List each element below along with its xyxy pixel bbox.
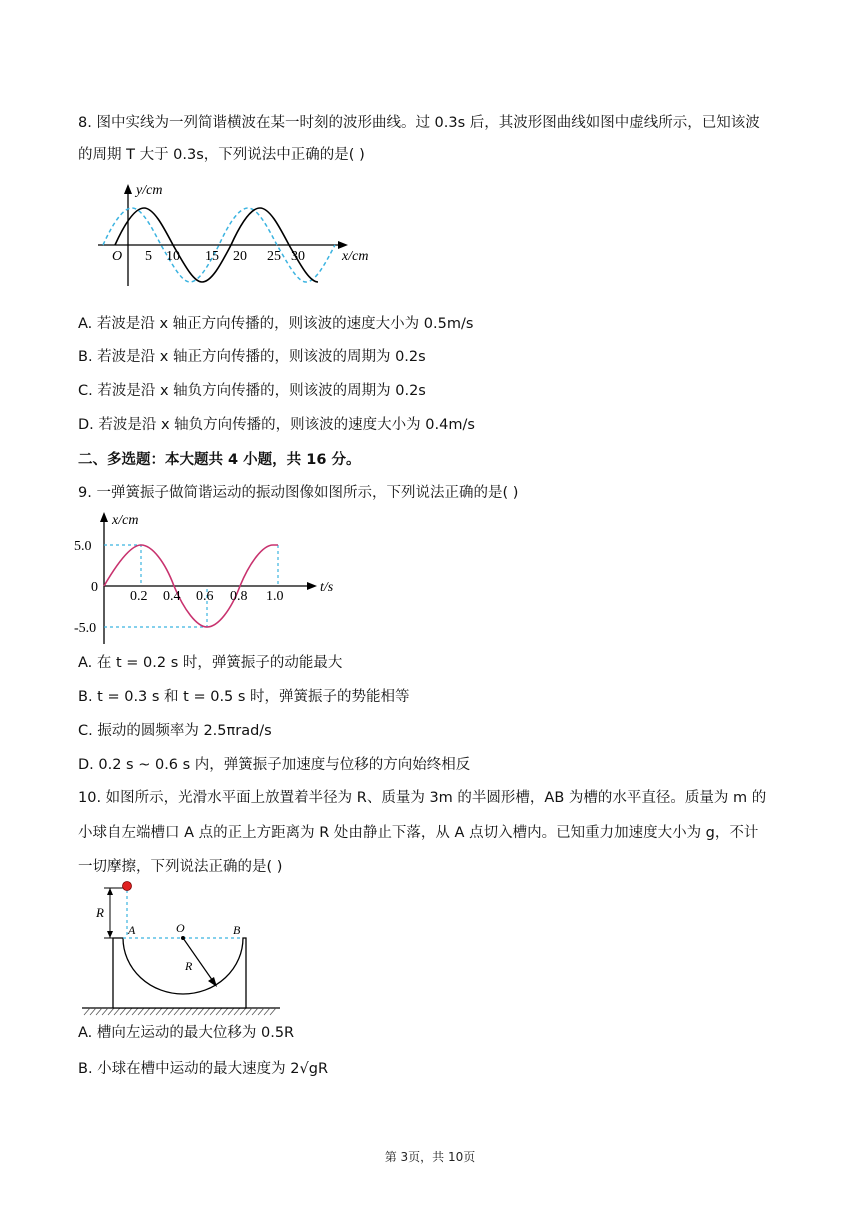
q9-stem-line1: 9. 一弹簧振子做简谐运动的振动图像如图所示，下列说法正确的是( ) (78, 485, 519, 501)
q9-tick-0.6: 0.6 (196, 589, 214, 604)
q8-option-d: D. 若波是沿 x 轴负方向传播的，则该波的速度大小为 0.4m/s (78, 417, 475, 433)
q9-tick-0.4: 0.4 (163, 589, 181, 604)
q10-label-R-top: R (96, 905, 104, 920)
q9-option-d: D. 0.2 s ~ 0.6 s 内，弹簧振子加速度与位移的方向始终相反 (78, 757, 471, 773)
q8-tick-30: 30 (291, 249, 305, 264)
q8-y-label: y/cm (136, 183, 163, 198)
q9-t-arrow (307, 582, 317, 590)
q9-option-b: B. t = 0.3 s 和 t = 0.5 s 时，弹簧振子的势能相等 (78, 689, 410, 705)
q8-wave-figure (80, 178, 390, 290)
q8-stem-line1: 8. 图中实线为一列简谐横波在某一时刻的波形曲线。过 0.3s 后，其波形图曲线如图中虚线所示，已知该波 (78, 115, 760, 131)
q10-stem-line1: 10. 如图所示，光滑水平面上放置着半径为 R、质量为 3m 的半圆形槽，AB 为槽的水平直径。质量为 m 的 (78, 790, 767, 806)
q8-x-label: x/cm (342, 249, 369, 264)
q10-option-a: A. 槽向左运动的最大位移为 0.5R (78, 1025, 295, 1041)
q9-option-c: C. 振动的圆频率为 2.5πrad/s (78, 723, 272, 739)
q10-ball (123, 882, 132, 891)
page-footer: 第 3页，共 10页 (384, 1150, 476, 1164)
q9-vibration-figure (74, 508, 354, 646)
q9-ytick-neg5: -5.0 (74, 621, 97, 636)
q8-x-arrow (338, 241, 348, 249)
q9-y-label: x/cm (112, 513, 139, 528)
section-heading-multiple-choice: 二、多选题：本大题共 4 小题，共 16 分。 (78, 452, 361, 468)
q9-option-a: A. 在 t = 0.2 s 时，弹簧振子的动能最大 (78, 655, 343, 671)
q8-origin-label: O (112, 249, 123, 264)
q9-x-label: t/s (320, 580, 334, 595)
q8-option-a: A. 若波是沿 x 轴正方向传播的，则该波的速度大小为 0.5m/s (78, 316, 474, 332)
q9-tick-0.2: 0.2 (130, 589, 148, 604)
q8-option-c: C. 若波是沿 x 轴负方向传播的，则该波的周期为 0.2s (78, 383, 426, 399)
q10-stem-line3: 一切摩擦，下列说法正确的是( ) (78, 859, 283, 875)
q8-tick-25: 25 (267, 249, 281, 264)
q10-groove-figure (80, 878, 290, 1018)
q10-groove-block (113, 938, 246, 1008)
q10-label-R-radius: R (185, 959, 193, 973)
q9-tick-1.0: 1.0 (266, 589, 284, 604)
q8-stem-line2: 的周期 T 大于 0.3s，下列说法中正确的是( ) (78, 147, 365, 163)
q10-label-A: A (128, 923, 136, 937)
q10-height-arrow-bottom (107, 931, 113, 938)
q8-tick-5: 5 (145, 249, 152, 264)
q10-stem-line2: 小球自左端槽口 A 点的正上方距离为 R 处由静止下落，从 A 点切入槽内。已知重力加速度大小为 g，不计 (78, 825, 759, 841)
q8-tick-20: 20 (233, 249, 247, 264)
q8-tick-15: 15 (205, 249, 219, 264)
q9-tick-0.8: 0.8 (230, 589, 248, 604)
q8-option-b: B. 若波是沿 x 轴正方向传播的，则该波的周期为 0.2s (78, 349, 426, 365)
q10-height-arrow-top (107, 888, 113, 895)
q9-x-arrow (100, 512, 108, 522)
q10-label-B: B (233, 923, 241, 937)
q10-label-O: O (176, 921, 185, 935)
q9-origin-label: 0 (91, 580, 98, 595)
q10-ground-hatch (84, 1008, 276, 1015)
q10-radius-arrow (208, 977, 217, 987)
q8-tick-10: 10 (166, 249, 180, 264)
q10-option-b: B. 小球在槽中运动的最大速度为 2√gR (78, 1061, 329, 1077)
q9-ytick-5: 5.0 (74, 539, 92, 554)
q8-y-arrow (124, 184, 132, 194)
